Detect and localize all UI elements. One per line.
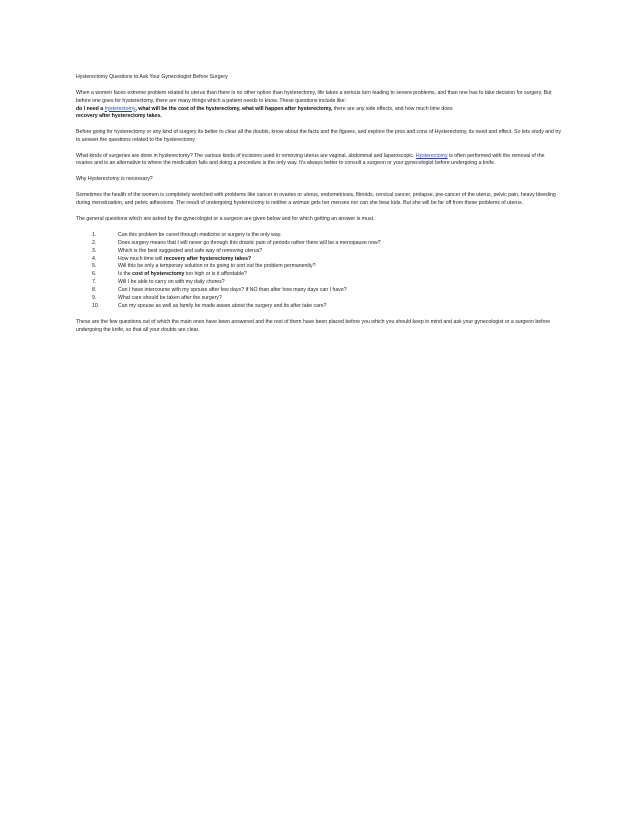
hysterectomy-link-2[interactable]: Hysterectomy bbox=[415, 152, 448, 159]
intro-paragraph bbox=[76, 90, 562, 120]
why-heading: Why Hysterectomy is necessary? bbox=[76, 176, 153, 183]
list-item: 2. Does surgery means that I will never go through this drastic pain of periods rather there will be a menopause now? bbox=[92, 239, 381, 246]
before-surgery-paragraph: Before going for hysterectomy or any kind of surgery its better to clear all the doubts, know about the facts and the figures, and explore the pros and cons of Hysterectomy, its need and effect. So lets study and try to answer the questions related to the hysterectomy. bbox=[76, 129, 562, 143]
closing-paragraph: These are the few questions out of which the main ones have been answered and the rest of them have been placed before you which you should keep in mind and ask your gynecologist or a surgeon before undergoing the knife, so that all your doubts are clear. bbox=[76, 318, 551, 333]
surgery-kinds-paragraph bbox=[76, 153, 562, 168]
intro-bold-questions: , what will be the cost of the hysterectomy, what will happen after hysterectomy, bbox=[135, 105, 333, 112]
document-title: Hysterectomy Questions to Ask Your Gynecologist Before Surgery bbox=[76, 74, 228, 80]
list-item: 3. Which is the best suggested and safe way of removing uterus? bbox=[92, 247, 263, 254]
list-item: 10. Can my spouse as well as family be made aware about the surgery and its after take care? bbox=[92, 303, 327, 310]
health-paragraph: Sometimes the health of the women is completely wretched with problems like cancer in ovaries or uterus, endometriosis, fibroids, cervical cancer, prolapse, pre-cancer of the uterus, pelvic pain, heavy bleeding during menstruation, and pelvic adhesions. The result of undergoing hysterectomy is neither a woman gets her menses nor can she bear kids. But she will be far off from these problems of uterus. bbox=[76, 192, 556, 206]
questions-list bbox=[76, 232, 562, 311]
list-item: 4. How much time will recovery after hysterectomy takes? bbox=[92, 255, 252, 262]
list-item: 9. What care should be taken after the surgery? bbox=[92, 295, 222, 302]
intro-text-continued: there are any side effects, and how much time does bbox=[333, 105, 453, 112]
list-item: 5. Will this be only a temporary solution or its going to sort out the problem permanently? bbox=[92, 263, 316, 270]
list-item: 7. Will I be able to carry on with my daily chores? bbox=[92, 279, 225, 286]
list-item: 8. Can I have intercourse with my spouse after few days? If NO than after how many days can I have? bbox=[92, 287, 347, 294]
general-questions-paragraph: The general questions which are asked by the gynecologist or a surgeon are given below and for which getting an answer is must. bbox=[76, 215, 375, 222]
hysterectomy-link[interactable]: hysterectomy bbox=[104, 105, 136, 112]
list-item: 1. Can this problem be cured through medicine or surgery is the only way. bbox=[92, 231, 282, 238]
intro-text: When a women faces extreme problem related to uterus than there is no other option than hysterectomy, life takes a serious turn leading to severe problems, and than one has to take decision for surgery. But before one goes for hysterectomy, there are many things which a patient needs to know. These questions include like: bbox=[76, 90, 552, 104]
surgery-kinds-text: What kinds of surgeries are done in hysterectomy? The various kinds of incisions used in removing uterus are vaginal, abdominal and laparoscopic. bbox=[76, 152, 415, 159]
list-item: 6. Is the cost of hysterectomy too high or is it affordable? bbox=[92, 271, 247, 278]
document-body bbox=[76, 74, 562, 343]
intro-bold-recovery: recovery after hysterectomy takes. bbox=[76, 113, 162, 120]
surgery-kinds-text-continued: is often performed with the removal of the ovaries and is an alternative to where the medication fails and doing a procedure is the only way. It's always better to consult a surgeon or your gynecologist before undergoing a knife. bbox=[76, 152, 545, 167]
intro-bold-question: do I need a bbox=[76, 105, 104, 112]
